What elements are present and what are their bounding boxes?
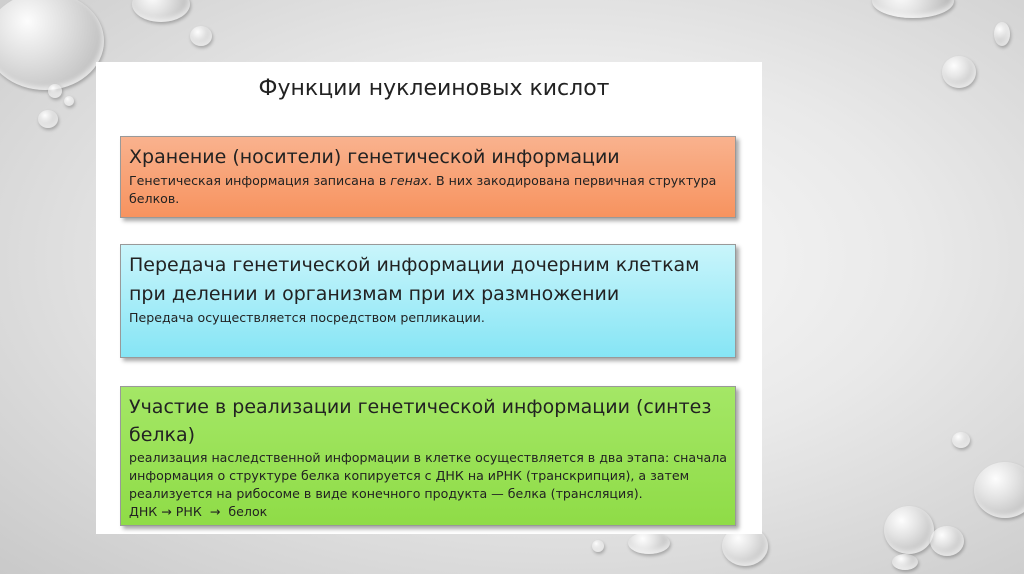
- water-drop-decoration: [884, 506, 934, 554]
- water-drop-decoration: [892, 554, 918, 570]
- water-drop-decoration: [132, 0, 190, 22]
- slide-title: Функции нуклеиновых кислот: [258, 76, 610, 101]
- function-box-transmission: [120, 244, 736, 358]
- water-drop-decoration: [48, 84, 62, 98]
- box-heading: Передача генетической информации дочерним клеткам при делении и организмам при их размножении: [129, 254, 700, 305]
- water-drop-decoration: [190, 26, 212, 46]
- box-heading: Участие в реализации генетической информации (синтез белка): [129, 396, 712, 446]
- box-body: [129, 172, 727, 208]
- water-drop-decoration: [942, 56, 976, 88]
- function-box-storage: [120, 136, 736, 218]
- water-drop-decoration: [64, 96, 74, 106]
- water-drop-decoration: [628, 532, 670, 554]
- dna-rna-protein-chain: ДНК → РНК → белок: [129, 504, 268, 519]
- water-drop-decoration: [994, 22, 1010, 46]
- water-drop-decoration: [38, 110, 58, 128]
- water-drop-decoration: [872, 0, 954, 18]
- function-box-protein-synthesis: [120, 386, 736, 526]
- water-drop-decoration: [930, 526, 964, 556]
- slide-content: [96, 62, 762, 534]
- water-drop-decoration: [592, 540, 604, 552]
- box-body: Передача осуществляется посредством репликации.: [129, 310, 485, 325]
- box-heading: Хранение (носители) генетической информации: [129, 146, 620, 168]
- box-body: реализация наследственной информации в клетке осуществляется в два этапа: сначала информация о структуре белка копируется с ДНК на иРНК (транскрипция), а затем реализуется на рибосоме в виде конечного продукта — белка (трансляция).: [129, 450, 728, 501]
- body-italic-term: генах: [390, 173, 429, 188]
- body-text: Генетическая информация записана в: [129, 173, 391, 188]
- water-drop-decoration: [952, 432, 970, 448]
- water-drop-decoration: [0, 0, 104, 90]
- body-text: . В них закодирована первичная структура белков.: [129, 173, 717, 206]
- water-drop-decoration: [974, 462, 1024, 518]
